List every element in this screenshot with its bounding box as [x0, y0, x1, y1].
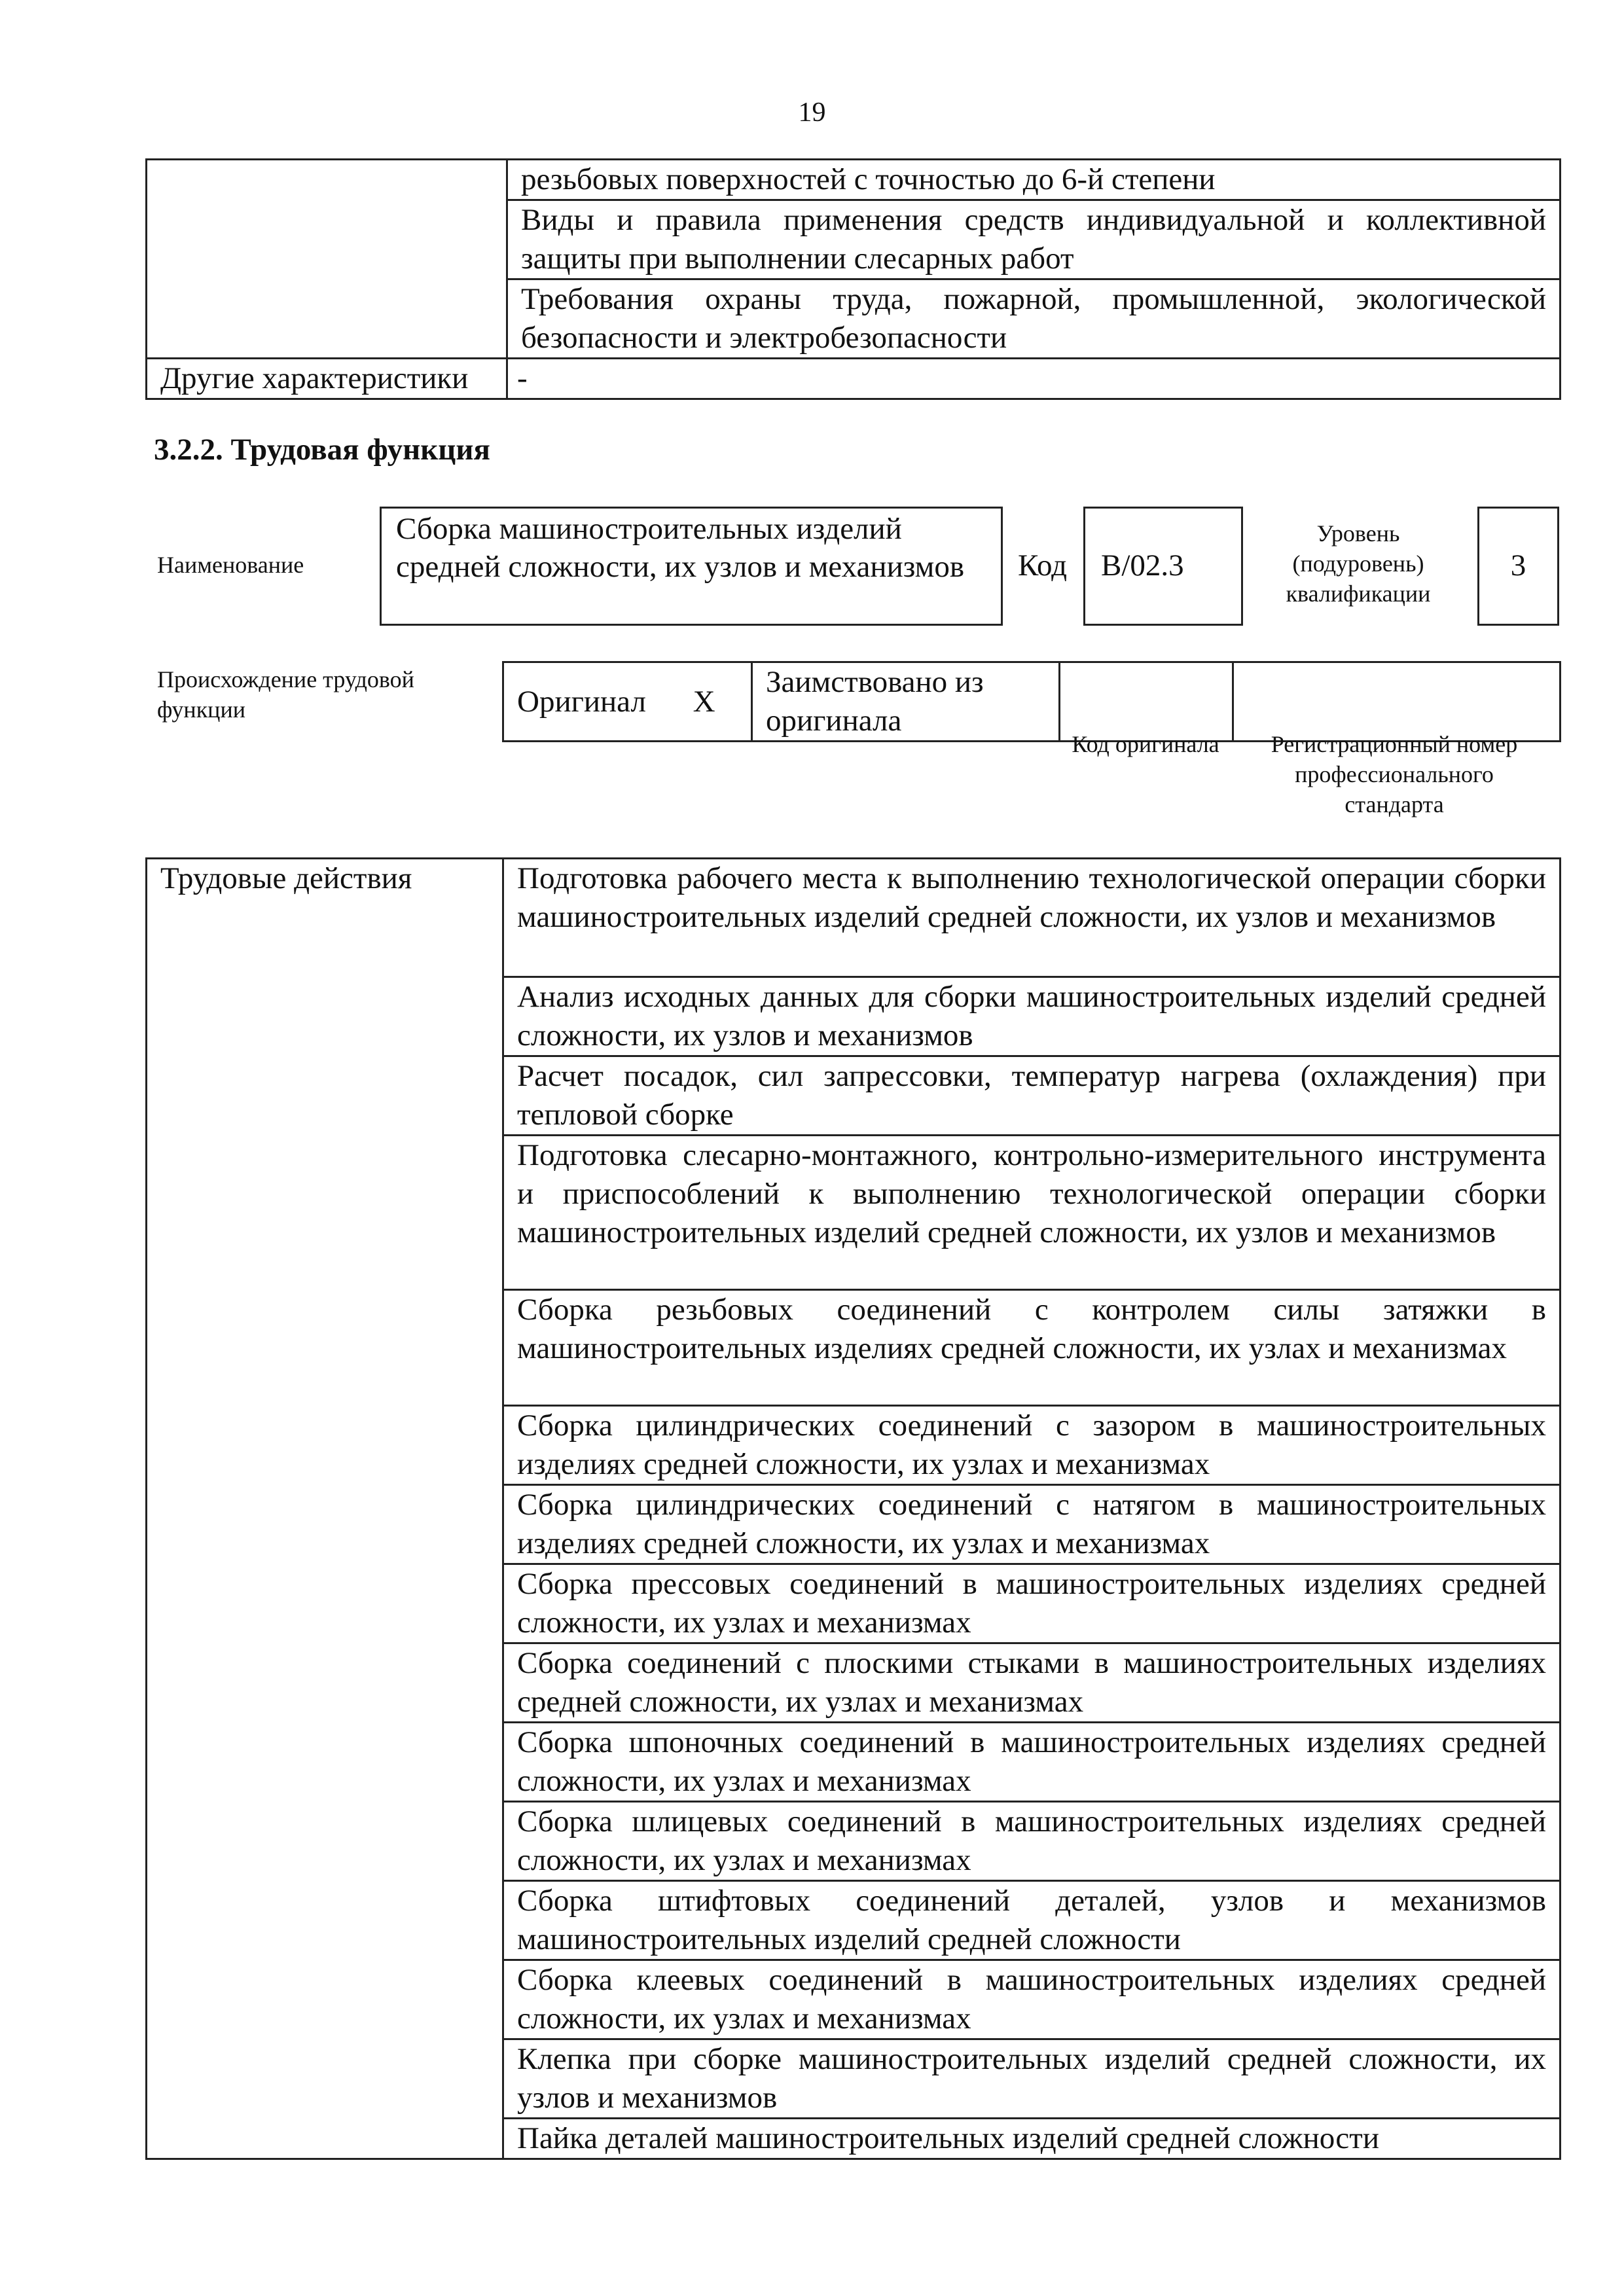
table-row: резьбовых поверхностей с точностью до 6-й степени	[507, 160, 1561, 200]
list-item: Сборка клеевых соединений в машиностроительных изделиях средней сложности, их узлах и механизмах	[503, 1960, 1561, 2039]
list-item: Сборка соединений с плоскими стыками в машиностроительных изделиях средней сложности, их узлах и механизмах	[503, 1643, 1561, 1723]
other-characteristics-value: -	[507, 359, 1561, 399]
list-item: Анализ исходных данных для сборки машиностроительных изделий средней сложности, их узлов и механизмов	[503, 977, 1561, 1056]
code-caption: Код оригинала	[1072, 731, 1219, 757]
labor-actions-table	[145, 857, 1561, 2160]
function-name-value: Сборка машиностроительных изделий средней сложности, их узлов и механизмов	[396, 512, 965, 584]
list-item: Расчет посадок, сил запрессовки, температур нагрева (охлаждения) при тепловой сборке	[503, 1056, 1561, 1136]
empty-label-cell	[147, 160, 507, 359]
table-row: Требования охраны труда, пожарной, промышленной, экологической безопасности и электробезопасности	[507, 279, 1561, 359]
list-item: Сборка цилиндрических соединений с натягом в машиностроительных изделиях средней сложности, их узлах и механизмах	[503, 1485, 1561, 1564]
labor-actions-label: Трудовые действия	[147, 859, 503, 2159]
qualification-level-label: Уровень (подуровень) квалификации	[1286, 520, 1431, 607]
list-item: Подготовка слесарно-монтажного, контрольно-измерительного инструмента и приспособлений к выполнению технологической операции сборки машиностроительных изделий средней сложности, их узлов и механизмов	[503, 1136, 1561, 1290]
borrowed-cell	[752, 662, 1060, 742]
level-box	[1477, 507, 1559, 626]
name-label: Наименование	[157, 552, 304, 578]
page-number: 19	[798, 98, 826, 128]
function-name-box	[380, 507, 1003, 626]
original-label: Оригинал	[517, 684, 646, 719]
original-cell	[503, 662, 752, 742]
list-item: Подготовка рабочего места к выполнению технологической операции сборки машиностроительных изделий средней сложности, их узлов и механизмов	[503, 859, 1561, 977]
code-label: Код	[1018, 548, 1068, 583]
list-item: Пайка деталей машиностроительных изделий средней сложности	[503, 2119, 1561, 2159]
borrowed-label: Заимствовано из оригинала	[766, 665, 984, 738]
list-item: Сборка цилиндрических соединений с зазором в машиностроительных изделиях средней сложности, их узлах и механизмах	[503, 1406, 1561, 1485]
reg-number-caption: Регистрационный номер профессионального стандарта	[1271, 731, 1518, 817]
origin-label: Происхождение трудовой функции	[157, 666, 414, 723]
other-characteristics-label: Другие характеристики	[147, 359, 507, 399]
list-item: Сборка шлицевых соединений в машиностроительных изделиях средней сложности, их узлах и механизмах	[503, 1802, 1561, 1881]
table-row: Виды и правила применения средств индивидуальной и коллективной защиты при выполнении слесарных работ	[507, 200, 1561, 279]
code-value: B/02.3	[1101, 548, 1184, 583]
list-item: Сборка резьбовых соединений с контролем силы затяжки в машиностроительных изделиях средней сложности, их узлах и механизмах	[503, 1290, 1561, 1406]
list-item: Сборка штифтовых соединений деталей, узлов и механизмов машиностроительных изделий средней сложности	[503, 1881, 1561, 1960]
knowledge-continuation-table	[145, 158, 1561, 400]
code-box	[1083, 507, 1243, 626]
original-mark: X	[693, 684, 715, 719]
section-heading: 3.2.2. Трудовая функция	[154, 433, 490, 467]
list-item: Сборка шпоночных соединений в машиностроительных изделиях средней сложности, их узлах и механизмах	[503, 1723, 1561, 1802]
list-item: Клепка при сборке машиностроительных изделий средней сложности, их узлов и механизмов	[503, 2039, 1561, 2119]
level-value: 3	[1510, 548, 1526, 583]
list-item: Сборка прессовых соединений в машиностроительных изделиях средней сложности, их узлах и механизмах	[503, 1564, 1561, 1643]
